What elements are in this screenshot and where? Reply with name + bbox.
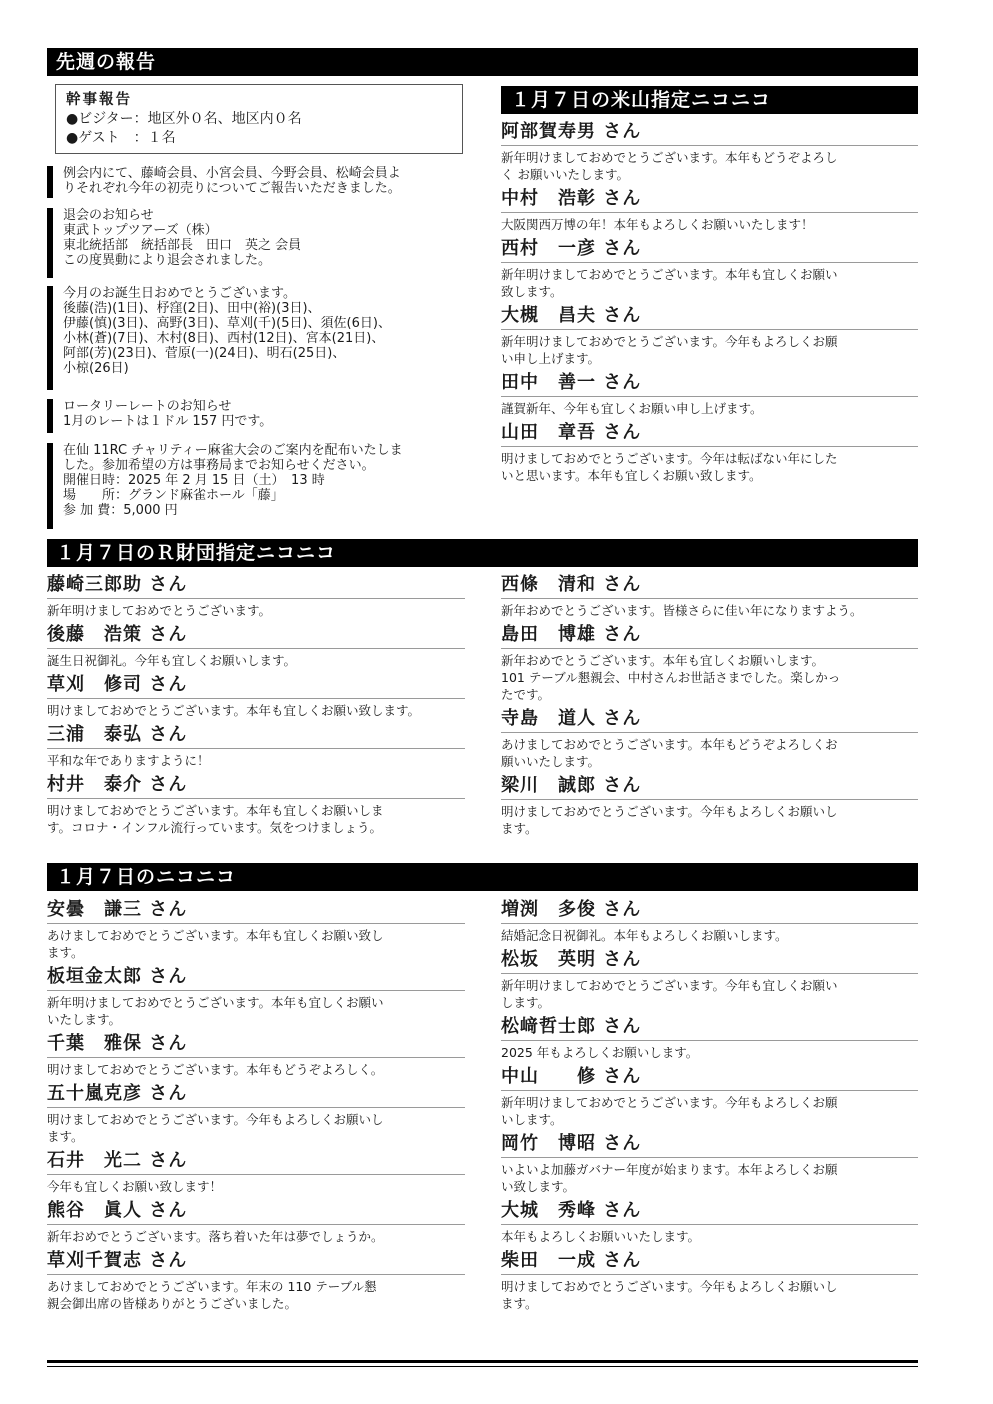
member-name: 五十嵐克彦 さん (47, 1081, 465, 1108)
member-message (501, 447, 918, 487)
niconico-entry (47, 1081, 465, 1148)
niconico-entry (47, 722, 465, 772)
message-line: あけましておめでとうございます。本年も宜しくお願い致し (47, 928, 384, 943)
notice-line: 例会内にて、藤崎会員、小宮会員、今野会員、松崎会員よ (63, 166, 401, 181)
message-line: あけましておめでとうございます。本年もどうぞよろしくお (501, 737, 838, 752)
member-message (501, 146, 918, 186)
section-header-r-foundation: １月７日のＲ財団指定ニコニコ (47, 539, 918, 567)
section-header-yoneyama: １月７日の米山指定ニコニコ (501, 86, 918, 114)
section-header-niconico: １月７日のニコニコ (47, 863, 918, 891)
member-message: 新年おめでとうございます。皆様さらに佳い年になりますよう。 (501, 603, 863, 618)
member-message: 2025 年もよろしくお願いします。 (501, 1045, 699, 1060)
notice-line: 後藤(浩)(1日)、杼窪(2日)、田中(裕)(3日)、 (63, 301, 321, 316)
yoneyama-list (501, 119, 918, 487)
member-name: 村井 泰介 さん (47, 772, 465, 799)
member-message: 明けましておめでとうございます。本年もどうぞよろしく。 (47, 1062, 384, 1077)
message-line: 新年明けましておめでとうございます。本年もどうぞよろし (501, 150, 838, 165)
notice-line: りそれぞれ今年の初売りについてご報告いただきました。 (63, 181, 401, 196)
member-message (501, 1158, 918, 1198)
niconico-left-list (47, 897, 465, 1315)
footer-rule-thick (47, 1360, 918, 1363)
r-foundation-right-list (501, 572, 918, 840)
niconico-entry (501, 1198, 918, 1248)
niconico-entry (501, 773, 918, 840)
member-name: 板垣金太郎 さん (47, 964, 465, 991)
niconico-entry (501, 897, 918, 947)
member-name: 寺島 道人 さん (501, 706, 918, 733)
member-name: 後藤 浩策 さん (47, 622, 465, 649)
notice-line: 東武トップツアーズ（株） (63, 223, 218, 238)
member-name: 大城 秀峰 さん (501, 1198, 918, 1225)
member-name: 島田 博雄 さん (501, 622, 918, 649)
message-line: 明けましておめでとうございます。今年もよろしくお願いし (501, 804, 838, 819)
notice-line: 1月のレートは１ドル 157 円です。 (63, 414, 273, 429)
niconico-entry (501, 1131, 918, 1198)
notice-line: 場 所：グランド麻雀ホール「藤」 (63, 488, 284, 503)
message-line: 親会御出席の皆様ありがとうございました。 (47, 1296, 298, 1311)
member-message: 明けましておめでとうございます。本年も宜しくお願い致します。 (47, 703, 421, 718)
message-line: す。コロナ・インフル流行っています。気をつけましょう。 (47, 820, 383, 835)
notice-line: 開催日時：2025 年 2 月 15 日（土） 13 時 (63, 473, 325, 488)
member-name: 石井 光二 さん (47, 1148, 465, 1175)
secretary-report-box (55, 84, 463, 154)
member-name: 山田 章吾 さん (501, 420, 918, 447)
member-message (501, 733, 918, 773)
notice-line: 退会のお知らせ (63, 208, 154, 223)
message-line: い申し上げます。 (501, 351, 601, 366)
section-header-weekly-report: 先週の報告 (47, 48, 918, 76)
member-name: 岡竹 博昭 さん (501, 1131, 918, 1158)
secretary-line: ●ゲスト ：１名 (66, 130, 176, 146)
message-line: ます。 (501, 1296, 538, 1311)
niconico-entry (501, 420, 918, 487)
message-line: 願いいたします。 (501, 754, 601, 769)
notice-first-sales (47, 166, 467, 198)
member-name: 大槻 昌夫 さん (501, 303, 918, 330)
message-line: 新年明けましておめでとうございます。本年も宜しくお願い (501, 267, 838, 282)
notice-line: 東北統括部 統括部長 田口 英之 会員 (63, 238, 302, 253)
message-line: いします。 (501, 1112, 563, 1127)
member-message (501, 263, 918, 303)
notice-birthdays (47, 286, 467, 390)
member-message: 新年明けましておめでとうございます。 (47, 603, 272, 618)
message-line: 新年明けましておめでとうございます。今年もよろしくお願 (501, 334, 838, 349)
message-line: します。 (501, 995, 551, 1010)
member-name: 安曇 謙三 さん (47, 897, 465, 924)
message-line: い致します。 (501, 1179, 576, 1194)
notice-line: 今月のお誕生日おめでとうございます。 (63, 286, 296, 301)
niconico-entry (47, 1198, 465, 1248)
member-message (501, 649, 918, 706)
niconico-entry (501, 186, 918, 236)
message-line: いたします。 (47, 1012, 122, 1027)
member-name: 熊谷 眞人 さん (47, 1198, 465, 1225)
niconico-entry (47, 622, 465, 672)
message-line: 明けましておめでとうございます。今年もよろしくお願いし (501, 1279, 838, 1294)
niconico-entry (47, 1148, 465, 1198)
member-name: 松﨑哲士郎 さん (501, 1014, 918, 1041)
member-message (501, 1091, 918, 1131)
niconico-entry (501, 706, 918, 773)
message-line: 新年明けましておめでとうございます。今年もよろしくお願 (501, 1095, 838, 1110)
member-message: 本年もよろしくお願いいたします。 (501, 1229, 701, 1244)
member-name: 草刈千賀志 さん (47, 1248, 465, 1275)
message-line: いと思います。本年も宜しくお願い致します。 (501, 468, 762, 483)
notice-line: ロータリーレートのお知らせ (63, 399, 232, 414)
niconico-entry (501, 119, 918, 186)
member-name: 柴田 一成 さん (501, 1248, 918, 1275)
message-line: 明けましておめでとうございます。今年もよろしくお願いし (47, 1112, 384, 1127)
message-line: 新年明けましておめでとうございます。今年も宜しくお願い (501, 978, 838, 993)
niconico-entry (501, 622, 918, 706)
niconico-entry (47, 964, 465, 1031)
member-message (501, 1275, 918, 1315)
member-name: 草刈 修司 さん (47, 672, 465, 699)
notice-resignation (47, 208, 467, 278)
niconico-entry (47, 1031, 465, 1081)
notice-line: 在仙 11RC チャリティー麻雀大会のご案内を配布いたしま (63, 443, 403, 458)
member-name: 千葉 雅保 さん (47, 1031, 465, 1058)
member-name: 阿部賀寿男 さん (501, 119, 918, 146)
message-line: ます。 (47, 945, 84, 960)
member-name: 西條 清和 さん (501, 572, 918, 599)
message-line: 明けましておめでとうございます。本年も宜しくお願いしま (47, 803, 384, 818)
footer-rule-thin (47, 1366, 918, 1367)
message-line: 101 テーブル懇親会、中村さんお世話さまでした。楽しかっ (501, 670, 841, 685)
notice-charity-mahjong (47, 443, 467, 529)
niconico-entry (47, 897, 465, 964)
member-message: 今年も宜しくお願い致します！ (47, 1179, 223, 1194)
secretary-heading: 幹事報告 (66, 92, 132, 108)
member-message (47, 991, 465, 1031)
niconico-entry (501, 1064, 918, 1131)
niconico-right-list (501, 897, 918, 1315)
notice-line: 小林(蒼)(7日)、木村(8日)、西村(12日)、宮本(21日)、 (63, 331, 385, 346)
notice-line: 参 加 費：5,000 円 (63, 503, 178, 518)
member-message: 新年おめでとうございます。落ち着いた年は夢でしょうか。 (47, 1229, 384, 1244)
niconico-entry (501, 572, 918, 622)
message-line: ます。 (47, 1129, 84, 1144)
niconico-entry (501, 303, 918, 370)
message-line: く お願いいたします。 (501, 167, 629, 182)
message-line: いよいよ加藤ガバナー年度が始まります。本年よろしくお願 (501, 1162, 838, 1177)
member-message (501, 330, 918, 370)
niconico-entry (47, 1248, 465, 1315)
member-message (47, 924, 465, 964)
message-line: たです。 (501, 687, 551, 702)
member-message (47, 799, 465, 839)
niconico-entry (47, 572, 465, 622)
message-line: ます。 (501, 821, 538, 836)
member-message: 誕生日祝御礼。今年も宜しくお願いします。 (47, 653, 297, 668)
notice-line: 阿部(芳)(23日)、菅原(一)(24日)、明石(25日)、 (63, 346, 346, 361)
niconico-entry (501, 947, 918, 1014)
message-line: あけましておめでとうございます。年末の 110 テーブル懇 (47, 1279, 377, 1294)
notice-line: この度異動により退会されました。 (63, 253, 272, 268)
niconico-entry (501, 1014, 918, 1064)
member-name: 藤崎三郎助 さん (47, 572, 465, 599)
member-name: 梁川 誠郎 さん (501, 773, 918, 800)
notice-line: 伊藤(慎)(3日)、高野(3日)、草刈(千)(5日)、須佐(6日)、 (63, 316, 391, 331)
member-name: 三浦 泰弘 さん (47, 722, 465, 749)
member-message (501, 974, 918, 1014)
niconico-entry (47, 772, 465, 839)
member-message (47, 1275, 465, 1315)
member-message (47, 1108, 465, 1148)
member-name: 田中 善一 さん (501, 370, 918, 397)
r-foundation-left-list (47, 572, 465, 839)
member-name: 増渕 多俊 さん (501, 897, 918, 924)
message-line: 明けましておめでとうございます。今年は転ばない年にした (501, 451, 838, 466)
member-name: 中村 浩彰 さん (501, 186, 918, 213)
niconico-entry (47, 672, 465, 722)
niconico-entry (501, 370, 918, 420)
niconico-entry (501, 1248, 918, 1315)
message-line: 致します。 (501, 284, 563, 299)
message-line: 新年明けましておめでとうございます。本年も宜しくお願い (47, 995, 384, 1010)
member-name: 松坂 英明 さん (501, 947, 918, 974)
member-message (501, 800, 918, 840)
notice-rotary-rate (47, 399, 467, 433)
member-name: 中山 修 さん (501, 1064, 918, 1091)
member-message: 平和な年でありますように！ (47, 753, 210, 768)
member-name: 西村 一彦 さん (501, 236, 918, 263)
notice-line: した。参加希望の方は事務局までお知らせください。 (63, 458, 375, 473)
member-message: 結婚記念日祝御礼。本年もよろしくお願いします。 (501, 928, 788, 943)
member-message: 謹賀新年、今年も宜しくお願い申し上げます。 (501, 401, 763, 416)
notice-line: 小椋(26日) (63, 361, 129, 376)
member-message: 大阪関西万博の年！本年もよろしくお願いいたします！ (501, 217, 814, 232)
secretary-line: ●ビジター：地区外０名、地区内０名 (66, 111, 302, 127)
message-line: 新年おめでとうございます。本年も宜しくお願いします。 (501, 653, 825, 668)
niconico-entry (501, 236, 918, 303)
